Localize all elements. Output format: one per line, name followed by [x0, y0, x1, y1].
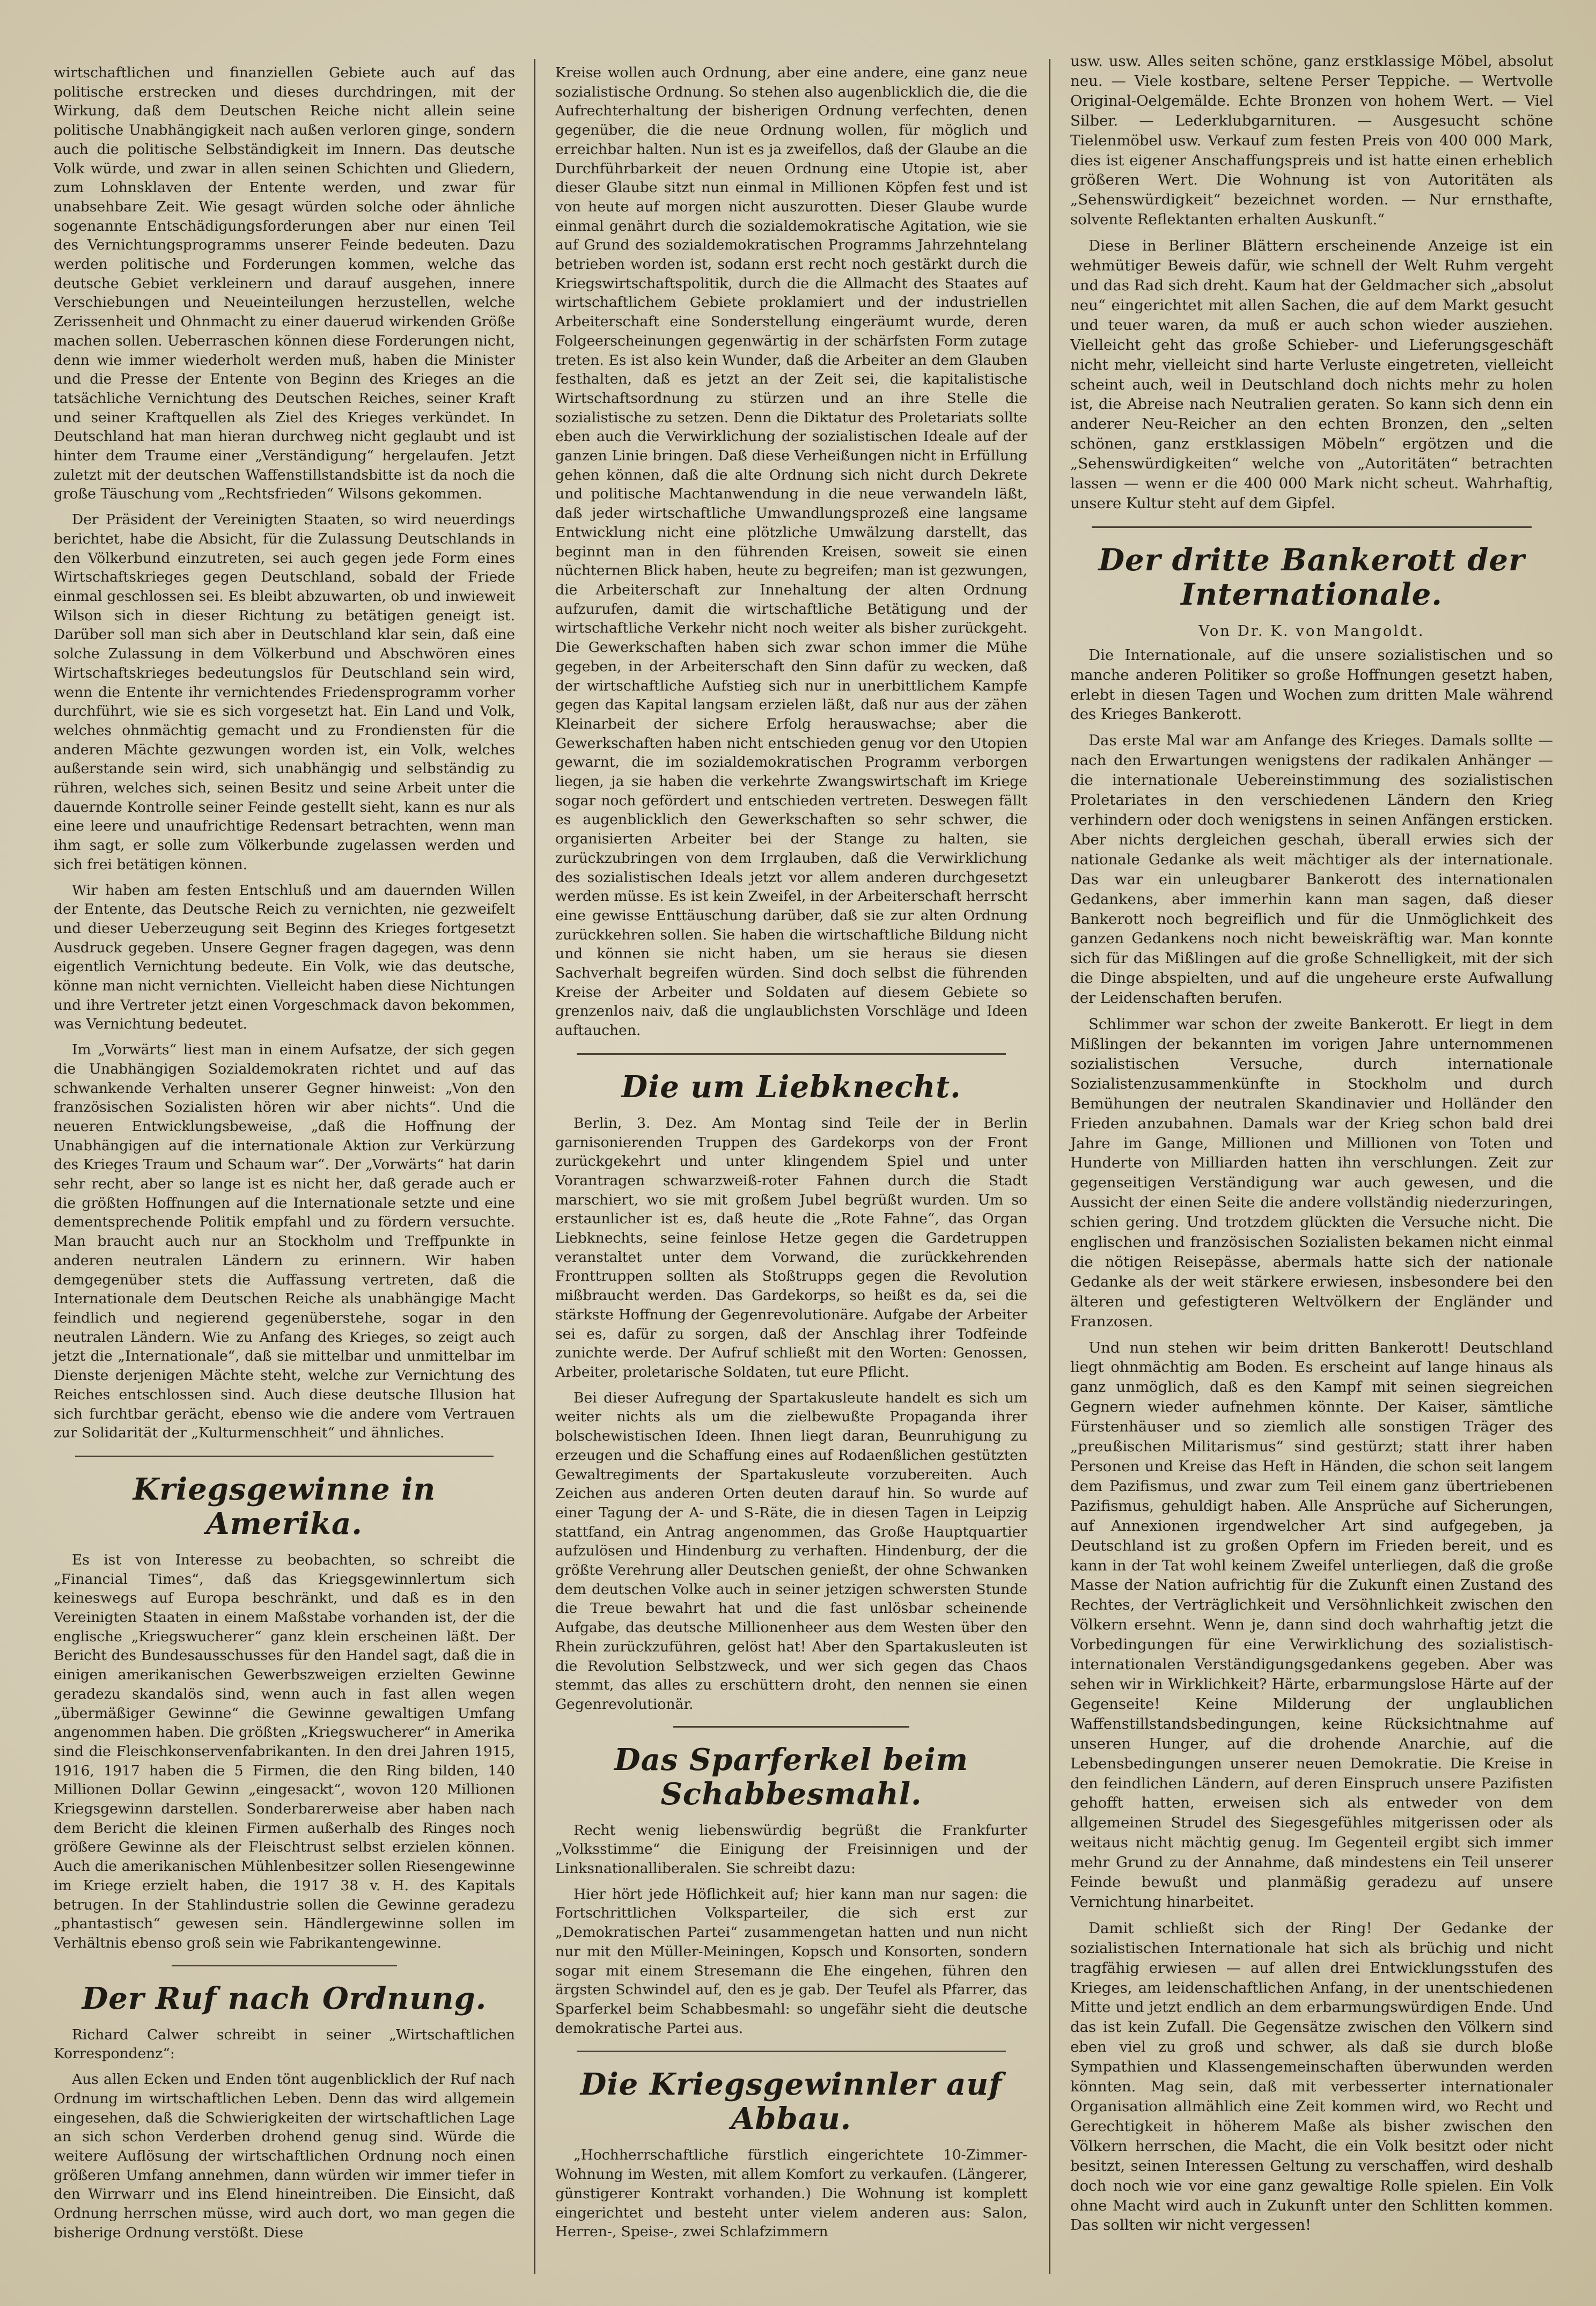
article-headline: Der dritte Bankerott der Internationale.: [1098, 542, 1525, 612]
paragraph: Und nun stehen wir beim dritten Bankerott! Deutschland liegt ohnmächtig am Boden. Es erscheint auf lange hinaus als ganz unmöglich, daß es den Kampf mit seinen siegreichen Gegnern wieder aufnehmen könnte. Der Kaiser, sämtliche Fürstenhäuser und so ziemlich alle sonstigen Träger des „preußischen Militarismus“ sind gestürzt; statt ihrer haben Personen und Kreise das Heft in Händen, die schon seit langem dem Pazifismus, und zwar zum Teil einem ganz übertriebenen Pazifismus, gehuldigt haben. Alle Ansprüche auf Sicherungen, auf Annexionen irgendwelcher Art sind aufgegeben, ja Deutschland ist zu großen Opfern im Frieden bereit, und es kann in der Tat wohl keinem Zweifel unterliegen, daß die große Masse der Nation aufrichtig für die Zukunft einen Zustand des Rechtes, der Verträglichkeit und Versöhnlichkeit zwischen den Völkern ersehnt. Wenn je, dann sind doch wahrhaftig jetzt die Vorbedingungen für eine Verwirklichung des sozialistisch-internationalen Verständigungsgedankens gegeben. Aber was sehen wir in Wirklichkeit? Härte, erbarmungslose Härte auf der Gegenseite! Keine Milderung der unglaublichen Waffenstillstandsbedingungen, keine Rücksichtnahme auf unseren Hunger, auf die drohende Anarchie, auf die Lebensbedingungen unserer neuen Demokratie. Die Kreise in den feindlichen Ländern, auf deren Einspruch unsere Pazifisten gehofft hatten, erweisen sich als entweder von dem allgemeinen Strudel des Siegesgefühles mitgerissen oder als weitaus nicht mächtig genug. Im Gegenteil ergibt sich immer mehr Grund zu der Annahme, daß mindestens ein Teil unserer Feinde bewußt und planmäßig geradezu auf unsere Vernichtung hinarbeitet.: [1070, 1339, 1553, 1911]
paragraph: Aus allen Ecken und Enden tönt augenblicklich der Ruf nach Ordnung im wirtschaftlichen Leben. Denn das wird allgemein eingesehen, daß die Schwierigkeiten der wirtschaftlichen Lage an sich schon Verderben drohend genug sind. Würde die weitere Auflösung der wirtschaftlichen Ordnung noch einen größeren Umfang annehmen, dann würden wir immer tiefer in den Wirrwarr und ins Elend hineintreiben. Die Einsicht, daß Ordnung herrschen müsse, wird auch dort, wo man gegen die bisherige Ordnung verstößt. Diese: [54, 2071, 515, 2241]
byline: Von Dr. K. von Mangoldt.: [1198, 622, 1425, 640]
article-headline: Der Ruf nach Ordnung.: [82, 1980, 487, 2016]
paragraph: Der Präsident der Vereinigten Staaten, so wird neuerdings berichtet, habe die Absicht, für die Zulassung Deutschlands in den Völkerbund einzutreten, sei auch gegen jede Form eines Wirtschaftskrieges gegen Deutschland, sobald der Friede einmal geschlossen sei. Es bleibt abzuwarten, ob und inwieweit Wilson sich in dieser Richtung zu betätigen geneigt ist. Darüber soll man sich aber in Deutschland klar sein, daß eine solche Zulassung in dem Völkerbund und Abschwören eines Wirtschaftskrieges bedeutungslos für Deutschland sein wird, wenn die Entente ihr vernichtendes Friedensprogramm vorher durchführt, wie sie es sich vorgesetzt hat. Ein Land und Volk, welches ohnmächtig gemacht und zu Frondiensten für die anderen Mächte gezwungen worden ist, ein Volk, welches außerstande sein wird, sich unabhängig und selbständig zu rühren, welches sich, seinen Besitz und seine Arbeit unter die dauernde Kontrolle seiner Feinde gestellt sieht, kann es nur als eine leere und unaufrichtige Redensart betrachten, wenn man ihm sagt, er solle zum Völkerbunde zugelassen werden und sich frei betätigen können.: [54, 511, 515, 873]
paragraph: Das erste Mal war am Anfange des Krieges. Damals sollte — nach den Erwartungen wenigstens der radikalen Anhänger — die internationale Uebereinstimmung des sozialistischen Proletariates in den verschiedenen Ländern den Krieg verhindern oder doch wenigstens in seinen Anfängen ersticken. Aber nichts dergleichen geschah, überall erwies sich der nationale Gedanke als weit mächtiger als der internationale. Das war ein unleugbarer Bankerott des internationalen Gedankens, aber immerhin kann man sagen, daß dieser Bankerott noch begreiflich und für die Unmöglichkeit des ganzen Gedankens noch nicht beweiskräftig war. Man konnte sich für das Mißlingen auf die große Schnelligkeit, mit der sich die Dinge abspielten, und auf die ungeheure erste Aufwallung der Leidenschaften berufen.: [1070, 732, 1553, 1007]
paragraph: Recht wenig liebenswürdig begrüßt die Frankfurter „Volksstimme“ die Einigung der Freisinnigen und der Linksnationalliberalen. Sie schreibt dazu:: [555, 1822, 1027, 1877]
article-headline: Die Kriegsgewinnler auf Abbau.: [580, 2067, 1003, 2137]
article-headline: Kriegsgewinne in Amerika.: [133, 1471, 436, 1541]
paragraph: Die Internationale, auf die unsere sozialistischen und so manche anderen Politiker so große Hoffnungen gesetzt haben, erlebt in diesen Tagen und Wochen zum dritten Male während des Krieges Bankerott.: [1070, 646, 1553, 723]
paragraph: Damit schließt sich der Ring! Der Gedanke der sozialistischen Internationale hat sich als brüchig und nicht tragfähig erwiesen — auf allen drei Entwicklungsstufen des Krieges, am leidenschaftlichen Anfang, in der unentschiedenen Mitte und jetzt endlich an dem erbarmungswürdigen Ende. Und das ist kein Zufall. Die Gegensätze zwischen den Völkern sind eben viel zu groß und schwer, als daß sie durch bloße Sympathien und Klassengemeinschaften überwunden werden könnten. Mag sein, daß mit verbesserter internationaler Organisation allmählich eine Zeit kommen wird, wo Recht und Gerechtigkeit in höherem Maße als bisher zwischen den Völkern herrschen, die Macht, die ein Volk besitzt oder nicht besitzt, seinen Interessen Geltung zu verschaffen, wird deshalb doch noch wie vor eine ganz gewaltige Rolle spielen. Ein Volk ohne Macht wird auch in Zukunft unter den Schlitten kommen. Das sollten wir nicht vergessen!: [1070, 1919, 1553, 2234]
paragraph: Richard Calwer schreibt in seiner „Wirtschaftlichen Korrespondenz“:: [54, 2026, 515, 2062]
separator-rule: [75, 1456, 494, 1457]
separator-rule: [577, 2051, 1006, 2052]
separator-rule: [1092, 526, 1532, 528]
separator-rule: [673, 1726, 909, 1728]
paragraph: Kreise wollen auch Ordnung, aber eine andere, eine ganz neue sozialistische Ordnung. So stehen also augenblicklich die, die die Aufrechterhaltung der bisherigen Ordnung verfechten, denen gegenüber, die die neue Ordnung wollen, für möglich und erreichbar halten. Nun ist es ja zweifellos, daß der Glaube an die Durchführbarkeit der neuen Ordnung eine Utopie ist, aber dieser Glaube sitzt nun einmal in Millionen Köpfen fest und ist von heute auf morgen nicht auszurotten. Dieser Glaube wurde einmal genährt durch die sozialdemokratische Agitation, wie sie auf Grund des sozialdemokratischen Programms Jahrzehntelang betrieben worden ist, sodann erst recht noch gestärkt durch die Kriegswirtschaftspolitik, durch die die Allmacht des Staates auf wirtschaftlichem Gebiete proklamiert und der industriellen Arbeiterschaft eine Sonderstellung eingeräumt wurde, deren Folgeerscheinungen gegenwärtig in der schärfsten Form zutage treten. Es ist also kein Wunder, daß die Arbeiter an dem Glauben festhalten, daß es jetzt an der Zeit sei, die kapitalistische Wirtschaftsordnung zu stürzen und an ihre Stelle die sozialistische zu setzen. Denn die Diktatur des Proletariats sollte eben auch die Verwirklichung der sozialistischen Ideale auf der ganzen Linie bringen. Daß diese Verheißungen nicht in Erfüllung gehen können, daß die alte Ordnung sich nicht durch Dekrete und politische Machtanwendung in die neue verwandeln läßt, daß jeder wirtschaftliche Umwandlungsprozeß eine langsame Entwicklung nicht eine plötzliche Umwälzung darstellt, das beginnt man in den führenden Kreisen, soweit sie einen nüchternen Blick haben, heute zu begreifen; man ist gezwungen, die Arbeiterschaft zur Innehaltung der alten Ordnung aufzurufen, damit die wirtschaftliche Betätigung und der wirtschaftliche Verkehr nicht noch weiter als bisher zurückgeht. Die Gewerkschaften haben sich zwar schon immer die Mühe gegeben, in der Arbeiterschaft den Sinn dafür zu wecken, daß der wirtschaftliche Aufstieg sich nur in unerbittlichem Kampfe gegen das Kapital langsam erzielen läßt, daß nur aus der zähen Kleinarbeit der sichere Erfolg herauswachse; aber die Gewerkschaften haben nicht entschieden genug vor den Utopien gewarnt, die im sozialdemokratischen Programm verborgen liegen, ja sie haben die verkehrte Zwangswirtschaft im Kriege sogar noch gefördert und entschieden vertreten. Deswegen fällt es augenblicklich den Gewerkschaften so sehr schwer, die organisierten Arbeiter bei der Stange zu halten, sie zurückzubringen von dem Irrglauben, daß die Verwirklichung des sozialistischen Ideals jetzt vor allem anderen durchgesetzt werden müsse. Es ist kein Zweifel, in der Arbeiterschaft herrscht eine gewisse Enttäuschung darüber, daß sie zur alten Ordnung zurückkehren sollen. Sie haben die wirtschaftliche Bildung nicht und können sie nicht haben, um sie heraus sie diesen Sachverhalt begreifen würden. Sind doch selbst die führenden Kreise der Arbeiter und Soldaten auf diesem Gebiete so grenzenlos naiv, daß die unglaublichsten Vorschläge und Ideen auftauchen.: [555, 64, 1027, 1039]
paragraph: Berlin, 3. Dez. Am Montag sind Teile der in Berlin garnisonierenden Truppen des Gardekorps von der Front zurückgekehrt und unter klingendem Spiel und unter Vorantragen schwarzweiß-roter Fahnen durch die Stadt marschiert, wo sie mit großem Jubel begrüßt wurden. Um so erstaunlicher ist es, daß heute die „Rote Fahne“, das Organ Liebknechts, seine feinlose Hetze gegen die Gardetruppen veranstaltet unter dem Vorwand, die zurückkehrenden Fronttruppen sollten als Stoßtrupps gegen die Revolution mißbraucht werden. Das Gardekorps, so heißt es da, sei die stärkste Hoffnung der Gegenrevolutionäre. Aufgabe der Arbeiter sei es, dafür zu sorgen, daß der Anschlag ihrer Todfeinde zunichte werde. Der Aufruf schließt mit den Worten: Genossen, Arbeiter, proletarische Soldaten, tut eure Pflicht.: [555, 1114, 1027, 1380]
column-rule-left: [534, 59, 535, 2274]
paragraph: usw. usw. Alles seiten schöne, ganz erstklassige Möbel, absolut neu. — Viele kostbare, seltene Perser Teppiche. — Wertvolle Original-Oelgemälde. Echte Bronzen von hohem Wert. — Viel Silber. — Lederklubgarnituren. — Ausgesucht schöne Tielenmöbel usw. Verkauf zum festen Preis von 400 000 Mark, dies ist eigener Anschaffungspreis und ist hatte einen erheblich größeren Wert. Die Wohnung ist von Autoritäten als „Sehenswürdigkeit“ bezeichnet worden. — Nur ernsthafte, solvente Reflektanten erhalten Auskunft.“: [1070, 53, 1553, 229]
paragraph: wirtschaftlichen und finanziellen Gebiete auch auf das politische erstrecken und dieses durchdringen, mit der Wirkung, daß dem Deutschen Reiche nicht allein seine politische Unabhängigkeit nach außen verloren ginge, sondern auch die politische Selbständigkeit im Innern. Das deutsche Volk würde, und zwar in allen seinen Schichten und Gliedern, zum Lohnsklaven der Entente werden, und zwar für unabsehbare Zeit. Wie gesagt würden solche oder ähnliche sogenannte Entschädigungsforderungen aber nur einen Teil des Vernichtungsprogramms unserer Feinde bedeuten. Dazu werden politische und Forderungen kommen, welche das deutsche Gebiet verkleinern und darauf ausgehen, innere Verschiebungen und Neueinteilungen herzustellen, welche Zerissenheit und Ohnmacht zu einer dauerud wirkenden Größe machen sollen. Ueberraschen können diese Forderungen nicht, denn wie immer wiederholt werden muß, haben die Minister und die Presse der Entente von Beginn des Krieges an die tatsächliche Vernichtung des Deutschen Reiches, seiner Kraft und seiner Kraftquellen als Ziel des Krieges verkündet. In Deutschland hat man hieran durchweg nicht geglaubt und ist hinter dem Traume einer „Verständigung“ hergelaufen. Jetzt zuletzt mit der deutschen Waffenstillstandsbitte ist da noch die große Täuschung vom „Rechtsfrieden“ Wilsons gekommen.: [54, 64, 515, 503]
paragraph: Wir haben am festen Entschluß und am dauernden Willen der Entente, das Deutsche Reich zu vernichten, nie gezweifelt und dieser Ueberzeugung seit Beginn des Krieges fortgesetzt Ausdruck gegeben. Unsere Gegner fragen dagegen, was denn eigentlich Vernichtung bedeute. Ein Volk, wie das deutsche, könne man nicht vernichten. Vielleicht haben diese Nichtungen und ihre Vertreter jetzt einen Vorgeschmack davon bekommen, was Vernichtung bedeutet.: [54, 882, 515, 1033]
paragraph: Hier hört jede Höflichkeit auf; hier kann man nur sagen: die Fortschrittlichen Volksparteiler, die sich erst zur „Demokratischen Partei“ zusammengetan hatten und nun nicht nur mit den Müller-Meiningen, Kopsch und Konsorten, sondern sogar mit einem Stresemann die Ehe eingehen, führen den ärgsten Schwindel auf, den es je gab. Der Teufel als Pfarrer, das Sparferkel beim Schabbesmahl: so ungefähr sieht die deutsche demokratische Partei aus.: [555, 1885, 1027, 2037]
paragraph: „Hochherrschaftliche fürstlich eingerichtete 10-Zimmer-Wohnung im Westen, mit allem Komfort zu verkaufen. (Längerer, günstigerer Kontrakt vorhanden.) Die Wohnung ist komplett eingerichtet und besteht unter vielem anderen aus: Salon, Herren-, Speise-, zwei Schlafzimmern: [555, 2147, 1027, 2241]
paragraph: Schlimmer war schon der zweite Bankerott. Er liegt in dem Mißlingen der bekannten im vorigen Jahre unternommenen sozialistischen Versuche, durch internationale Sozialistenzusammenkünfte in Stockholm und durch Bemühungen der neutralen Skandinavier und Holländer den Frieden anzubahnen. Damals war der Krieg schon bald drei Jahre im Gange, Millionen und Millionen von Toten und Hunderte von Milliarden hatten ihn verschlungen. Zeit zur gegenseitigen Verständigung war auch gewesen, und die Aussicht der einen Seite die andere vollständig niederzuringen, schien gering. Und trotzdem glückten die Versuche nicht. Die englischen und französischen Sozialisten bekamen nicht einmal die nötigen Reisepässe, abermals hatte sich der nationale Gedanke als der weit stärkere erwiesen, insbesondere bei den älteren und gefestigteren Weltvölkern der Engländer und Franzosen.: [1070, 1016, 1553, 1330]
separator-rule: [172, 1965, 397, 1966]
column-3: [1070, 52, 1553, 2285]
column-rule-right: [1049, 59, 1050, 2274]
column-2: [555, 63, 1027, 2285]
column-1: [54, 63, 515, 2285]
paragraph: Bei dieser Aufregung der Spartakusleute handelt es sich um weiter nichts als um die zielbewußte Propaganda ihrer bolschewistischen Ideen. Ihnen liegt daran, Beunruhigung zu erzeugen und die Schaffung eines auf Rodaenßlichen gestützten Gewaltregiments der Spartakusleute vorzubereiten. Auch Zeichen aus anderen Orten deuten darauf hin. So wurde auf einer Tagung der A- und S-Räte, die in diesen Tagen in Leipzig stattfand, ein Antrag angenommen, das Große Hauptquartier aufzulösen und Hindenburg zu verhaften. Hindenburg, der die größte Verehrung aller Deutschen genießt, der ohne Schwanken dem deutschen Volke auch in seiner jetzigen schwersten Stunde die Treue bewahrt hat und die fast unlösbar scheinende Aufgabe, das deutsche Millionenheer aus dem Westen über den Rhein zurückzuführen, gelöst hat! Aber den Spartakusleuten ist die Revolution Selbstzweck, und wer sich gegen das Chaos stemmt, das alles zu erschüttern droht, den nennen sie einen Gegenrevolutionär.: [555, 1389, 1027, 1713]
separator-rule: [577, 1053, 1006, 1055]
article-headline: Die um Liebknecht.: [621, 1069, 961, 1105]
article-headline: Das Sparferkel beim Schabbesmahl.: [614, 1742, 968, 1812]
paragraph: Diese in Berliner Blättern erscheinende Anzeige ist ein wehmütiger Beweis dafür, wie schnell der Welt Ruhm vergeht und das Rad sich dreht. Kaum hat der Geldmacher sich „absolut neu“ eingerichtet mit allen Sachen, die auf dem Markt gesucht und teuer waren, da muß er auch schon wieder ausziehen. Vielleicht geht das große Schieber- und Lieferungsgeschäft nicht mehr, vielleicht sind harte Verluste eingetreten, vielleicht scheint auch, weil in Deutschland doch nichts mehr zu holen ist, die Abreise nach Neutralien geraten. So kann sich denn ein anderer Neu-Reicher an den echten Bronzen, den „selten schönen, ganz erstklassigen Möbeln“ ergötzen und die „Sehenswürdigkeiten“ welche von „Autoritäten“ betrachten lassen — wenn er die 400 000 Mark nicht scheut. Wahrhaftig, unsere Kultur steht auf dem Gipfel.: [1070, 237, 1553, 512]
paragraph: Im „Vorwärts“ liest man in einem Aufsatze, der sich gegen die Unabhängigen Sozialdemokraten richtet und auf das schwankende Verhalten unserer Gegner hinweist: „Von den französischen Sozialisten hören wir aber nichts“. Und die neueren Entwicklungsbeweise, „daß die Hoffnung der Unabhängigen auf die internationale Aktion zur Verkürzung des Krieges Traum und Schaum war“. Der „Vorwärts“ hat darin sehr recht, aber so lange ist es nicht her, daß gerade auch er die größten Hoffnungen auf die Internationale setzte und eine dementsprechende Politik empfahl und zu fördern versuchte. Man braucht auch nur an Stockholm und Treffpunkte in anderen neutralen Ländern zu erinnern. Wir haben demgegenüber stets die Auffassung vertreten, daß die Internationale dem Deutschen Reiche als unabhängige Macht feindlich und negierend gegenüberstehe, sogar in den neutralen Ländern. Wie zu Anfang des Krieges, so zeigt auch jetzt die „Internationale“, daß sie mittelbar und unmittelbar im Dienste derjenigen Mächte steht, welche zur Vernichtung des Reiches entschlossen sind. Auch diese deutsche Illusion hat sich furchtbar gerächt, ebenso wie die andere vom Vertrauen zur Solidarität der „Kulturmenschheit“ und ähnliches.: [54, 1041, 515, 1442]
paragraph: Es ist von Interesse zu beobachten, so schreibt die „Financial Times“, daß das Kriegsgewinnlertum sich keineswegs auf Europa beschränkt, und daß es in den Vereinigten Staaten in einem Maßstabe vorhanden ist, der die englische „Kriegswucherer“ ganz klein erscheinen läßt. Der Bericht des Bundesausschusses für den Handel sagt, daß die in einigen amerikanischen Gewerbszweigen erzielten Gewinne geradezu skandalös sind, wenn auch in fast allen wegen „übermäßiger Gewinne“ die Gewinne gewaltigen Umfang angenommen haben. Die größten „Kriegswucherer“ in Amerika sind die Fleischkonservenfabrikanten. In den drei Jahren 1915, 1916, 1917 haben die 5 Firmen, die den Ring bilden, 140 Millionen Dollar Gewinn „eingesackt“, wovon 120 Millionen Kriegsgewinn darstellen. Sonderbarerweise aber haben nach dem Bericht die kleinen Firmen außerhalb des Ringes noch größere Gewinne als der Fleischtrust selbst erzielen können. Auch die amerikanischen Mühlenbesitzer sollen Riesengewinne im Kriege erzielt haben, die 1917 38 v. H. des Kapitals betrugen. In der Stahlindustrie sollen die Gewinne geradezu „phantastisch“ gewesen sein. Händlergewinne sollen im Verhältnis ebenso groß sein wie Fabrikantengewinne.: [54, 1551, 515, 1951]
